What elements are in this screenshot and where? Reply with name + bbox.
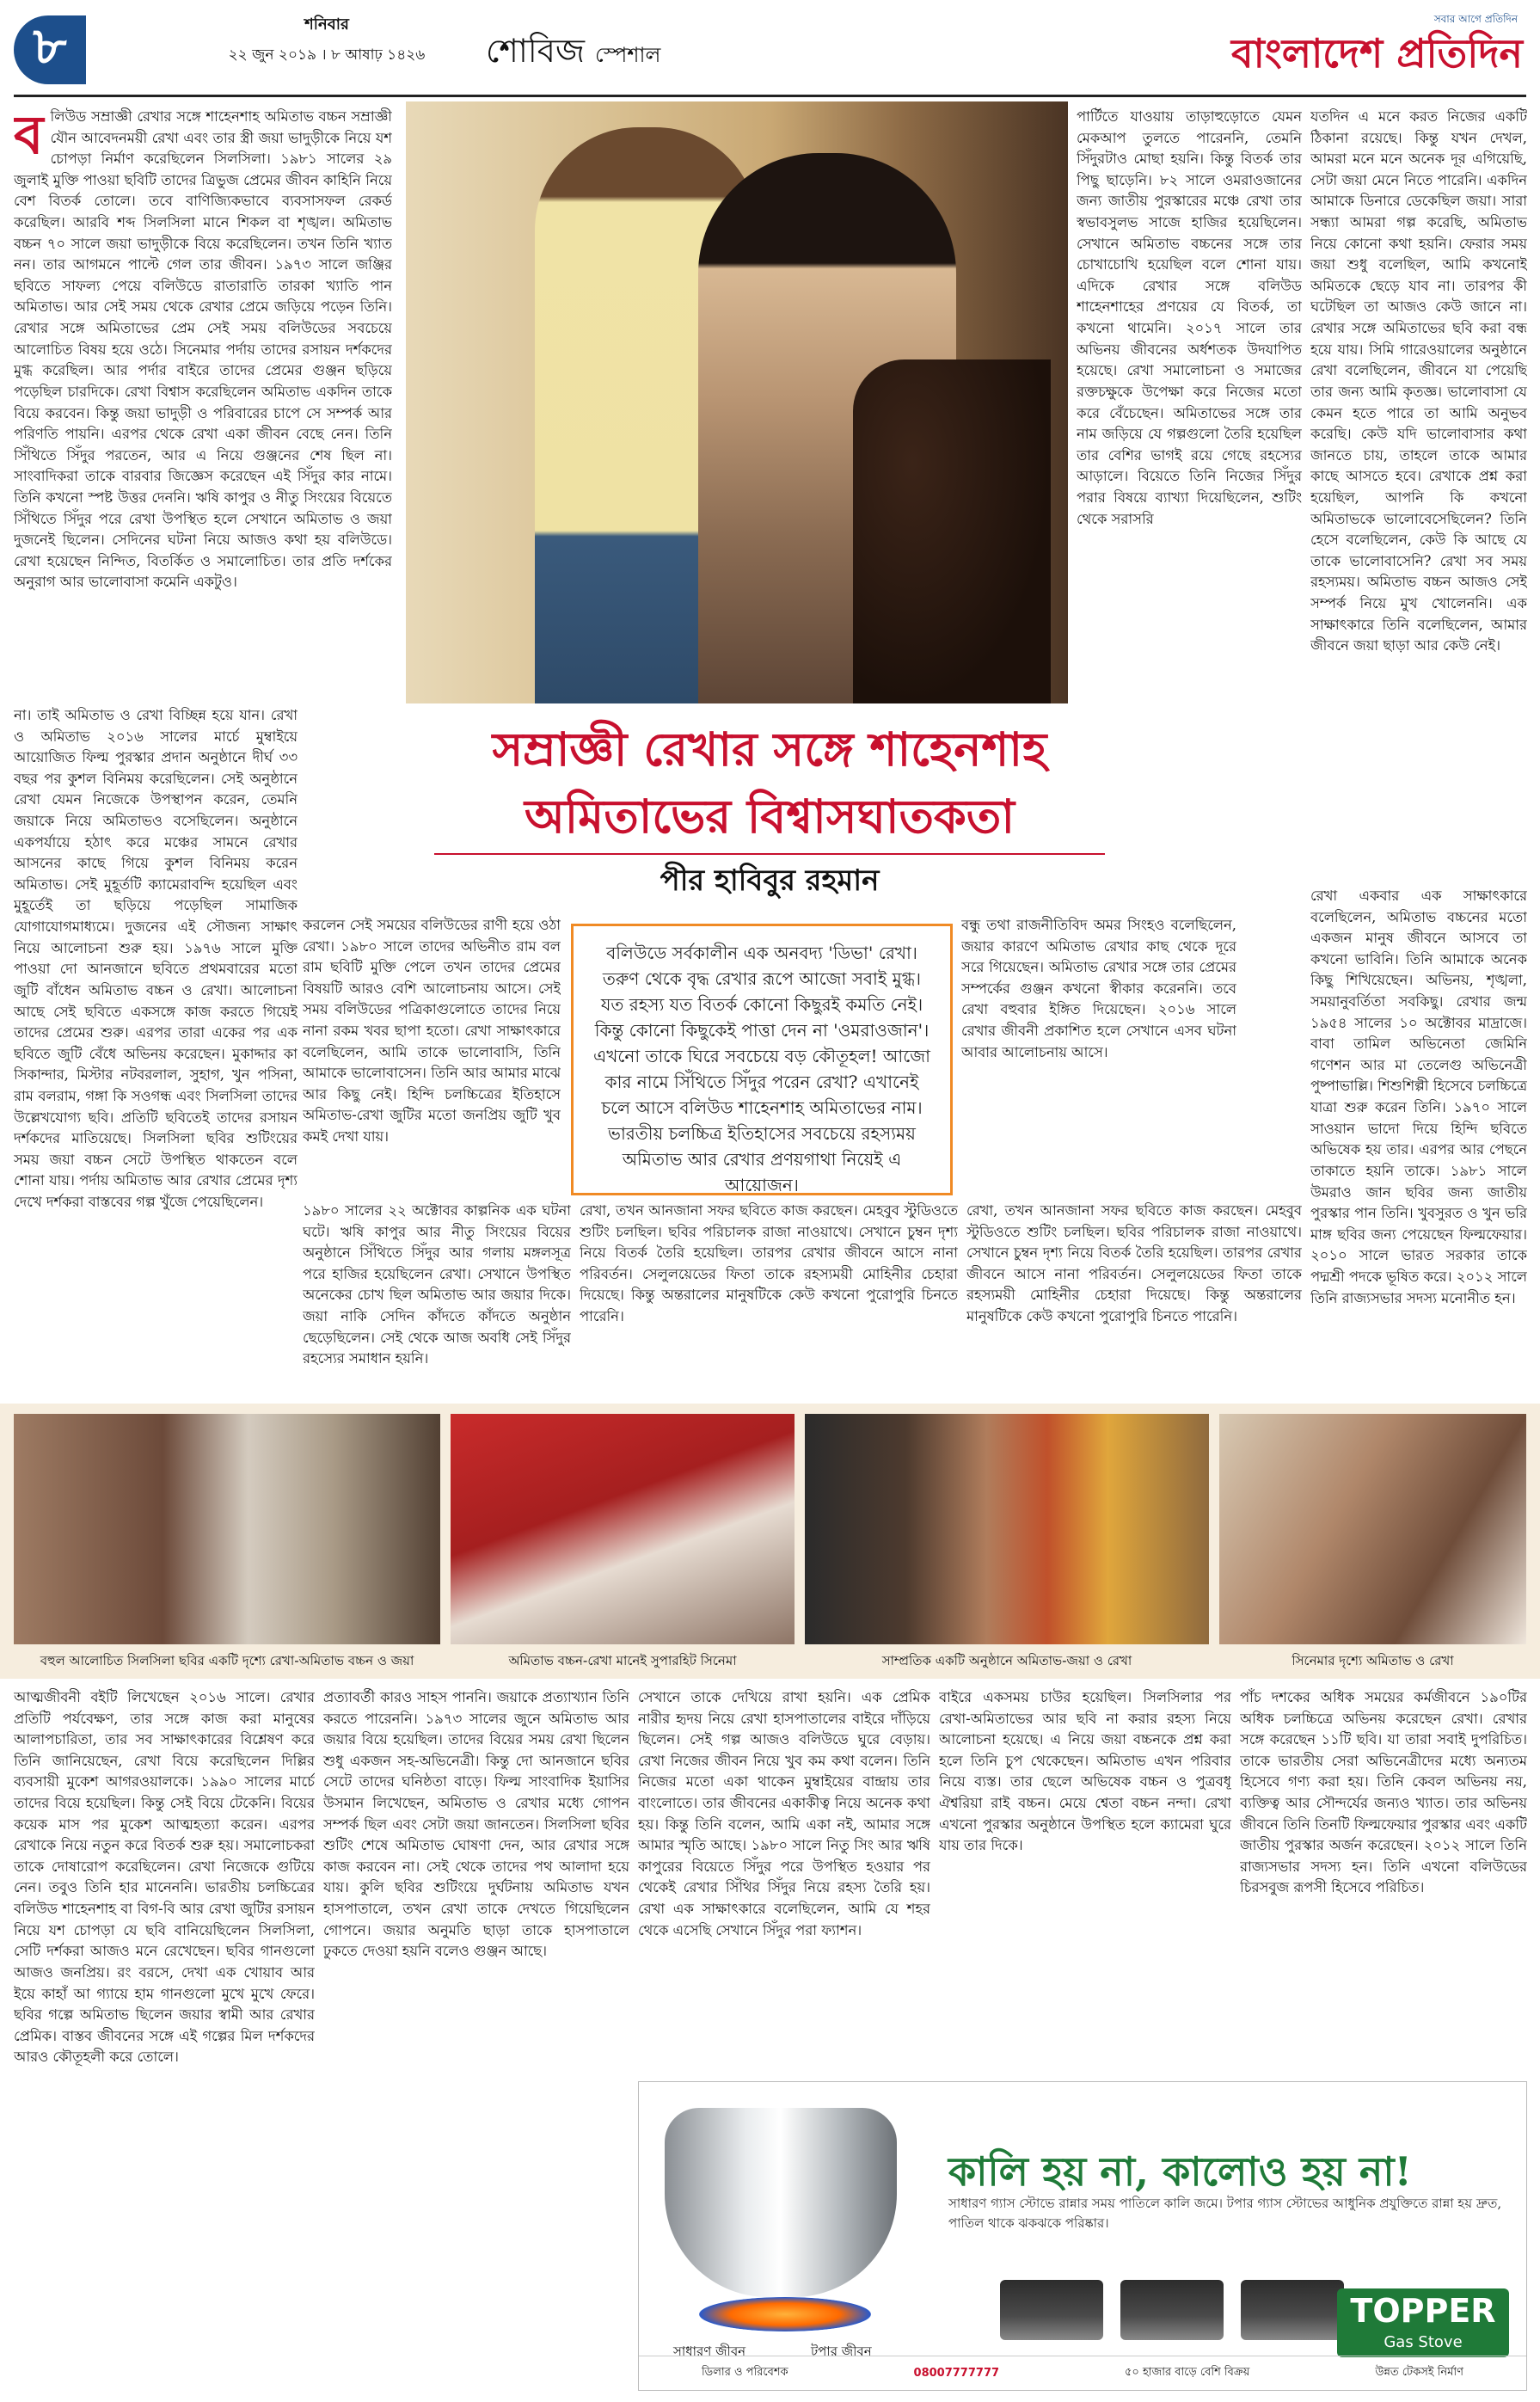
cooking-pot-image (665, 2108, 897, 2297)
article-text-4: পার্টিতে যাওয়ায় তাড়াহুড়োতে যেমন মেকআপ তুলতে পারেননি, তেমনি সিঁদুরটাও মোছা হয়নি। কিন্তু বিতর্ক তার পিছু ছাড়েনি। ৮২ সালে ওমরাওজানের জন্য জাতীয় পুরস্কারের মঞ্চে রেখা তার স্বভাবসুলভ সাজে হাজির হয়েছিলেন। সেখানে অমিতাভ বচ্চনের সঙ্গে তার চোখাচোখি হয়েছিল বলে শোনা যায়। এদিকে রেখার সঙ্গে বলিউড শাহেনশাহের প্রণয়ের যে বিতর্ক, তা কখনো থামেনি। ২০১৭ সালে তার অভিনয় জীবনের অর্ধশতক উদযাপিত হয়েছে। রেখা সমালোচনা ও সমাজের রক্তচক্ষুকে উপেক্ষা করে নিজের মতো করে বেঁচেছেন। অমিতাভের সঙ্গে তার নাম জড়িয়ে যে গল্পগুলো তৈরি হয়েছিল তার বেশির ভাগই রয়ে গেছে রহস্যের আড়ালে। বিয়েতে তিনি নিজের সিঁদুর পরার বিষয়ে ব্যাখ্যা দিয়েছিলেন, শুটিং থেকে সরাসরি (1077, 108, 1302, 527)
lower-text-d: বাইরে একসময় চাউর হয়েছিল। সিলসিলার পর রেখা-অমিতাভের আর ছবি না করার রহস্য নিয়ে আলোচনা হয়েছে। এ নিয়ে জয়া বচ্চনকে প্রশ্ন করা হলে তিনি চুপ থেকেছেন। অমিতাভ এখন পরিবার নিয়ে ব্যস্ত। তার ছেলে অভিষেক বচ্চন ও পুত্রবধূ ঐশ্বরিয়া রাই বচ্চন। মেয়ে শ্বেতা বচ্চন নন্দা। রেখা এখনো পুরস্কার অনুষ্ঠানে উপস্থিত হলে ক্যামেরা ঘুরে যায় তার দিকে। (939, 1689, 1231, 1854)
date-line: ২২ জুন ২০১৯ । ৮ আষাঢ় ১৪২৬ (228, 46, 426, 64)
lower-text-c: সেখানে তাকে দেখিয়ে রাখা হয়নি। এক প্রেমিক নারীর হৃদয় নিয়ে রেখা হাসপাতালের বাইরে দাঁড়িয়ে ছিলেন। সেই গল্প আজও বলিউডে ঘুরে বেড়ায়। রেখা নিজের জীবন নিয়ে খুব কম কথা বলেন। তিনি নিজের মতো একা থাকেন মুম্বাইয়ের বান্দ্রায় তার বাংলোতে। তার জীবনের একাকীত্ব নিয়ে অনেক কথা হয়। কিন্তু তিনি বলেন, আমি একা নই, আমার সঙ্গে আমার স্মৃতি আছে। ১৯৮০ সালে নিতু সিং আর ঋষি কাপুরের বিয়েতে সিঁদুর পরে উপস্থিত হওয়ার পর থেকেই রেখার সিঁথির সিঁদুর নিয়ে রহস্য তৈরি হয়। রেখা এক সাক্ষাৎকারে বলেছিলেন, আমি যে শহর থেকে এসেছি সেখানে সিঁদুর পরা ফ্যাশন। (638, 1689, 930, 1938)
headline-line-2: অমিতাভের বিশ্বাসঘাতকতা (525, 789, 1015, 844)
topper-brand-logo (1337, 2288, 1509, 2357)
headline-box (303, 709, 1236, 908)
logo-text: বাংলাদেশ প্রতিদিন (1230, 30, 1523, 77)
photo-caption-3: সাম্প্রতিক একটি অনুষ্ঠানে অমিতাভ-জয়া ও রেখা (881, 1653, 1132, 1668)
article-column-5 (1310, 107, 1527, 881)
ad-label-normal: সাধারণ জীবন (673, 2344, 746, 2359)
ad-hotline[interactable]: 08007777777 (913, 2367, 1000, 2380)
article-column-1-cont (14, 705, 298, 1402)
lower-column-d (939, 1687, 1231, 2074)
flame-icon (699, 2297, 871, 2331)
lower-text-a: আত্মজীবনী বইটি লিখেছেন ২০১৬ সালে। রেখার প্রতিটি পর্যবেক্ষণ, তার সঙ্গে কাজ করা মানুষের আলাপচারিতা, তার সব সাক্ষাৎকারের বিশ্লেষণ করে তিনি জানিয়েছেন, রেখা বিয়ে করেছিলেন দিল্লির ব্যবসায়ী মুকেশ আগরওয়ালকে। ১৯৯০ সালের মার্চে তাদের বিয়ে হয়েছিল। কিন্তু সেই বিয়ে টেকেনি। বিয়ের কয়েক মাস পর মুকেশ আত্মহত্যা করেন। এরপর রেখাকে নিয়ে নতুন করে বিতর্ক শুরু হয়। সমালোচকরা তাকে দোষারোপ করেছিলেন। রেখা নিজেকে গুটিয়ে নেন। তবুও তিনি হার মানেননি। ভারতীয় চলচ্চিত্রের বলিউড শাহেনশাহ বা বিগ-বি আর রেখা জুটির রসায়ন নিয়ে যশ চোপড়া যে ছবি বানিয়েছিলেন সিলসিলা, সেটি দর্শকরা আজও মনে রেখেছেন। ছবির গানগুলো আজও জনপ্রিয়। রং বরসে, দেখা এক খোয়াব আর ইয়ে কাহাঁ আ গ্যায়ে হাম গানগুলো মুখে মুখে ফেরে। ছবির গল্পে অমিতাভ ছিলেন জয়ার স্বামী আর রেখার প্রেমিক। বাস্তব জীবনের সঙ্গে এই গল্পের মিল দর্শকদের আরও কৌতূহলী করে তোলে। (14, 1689, 315, 2066)
logo-tagline: সবার আগে প্রতিদিন (1433, 13, 1518, 25)
article-text-5: যতদিন এ মনে করত নিজের একটি ঠিকানা রয়েছে। কিন্তু যখন দেখল, আমরা মনে মনে অনেক দূর এগিয়েছি, সেটা জয়া মেনে নিতে পারেনি। একদিন আমাকে ডিনারে ডেকেছিল জয়া। সারা সন্ধ্যা আমরা গল্প করেছি, অমিতাভ নিয়ে কোনো কথা হয়নি। ফেরার সময় জয়া শুধু বলেছিল, আমি কখনোই অমিতকে ছেড়ে যাব না। তারপর কী ঘটেছিল তা আজও কেউ জানে না। রেখার সঙ্গে অমিতাভের ছবি করা বন্ধ হয়ে যায়। সিমি গারেওয়ালের অনুষ্ঠানে রেখা বলেছিলেন, জীবনে যা পেয়েছি তার জন্য আমি কৃতজ্ঞ। ভালোবাসা যে কেমন হতে পারে তা আমি অনুভব করেছি। কেউ যদি ভালোবাসার কথা জানতে চায়, তাহলে তাকে আমার কাছে আসতে হবে। রেখাকে প্রশ্ন করা হয়েছিল, আপনি কি কখনো অমিতাভকে ভালোবেসেছিলেন? তিনি হেসে বলেছিলেন, কেউ কি আছে যে তাকে ভালোবাসেনি? রেখা সব সময় রহস্যময়। অমিতাভ বচ্চন আজও সেই সম্পর্ক নিয়ে মুখ খোলেননি। এক সাক্ষাৎকারে তিনি বলেছিলেন, আমার জীবনে জয়া ছাড়া আর কেউ নেই। (1310, 108, 1527, 654)
newspaper-logo[interactable] (1162, 12, 1523, 81)
article-column-3b (580, 1201, 958, 1398)
page-header (0, 0, 1540, 95)
pull-quote: বলিউডে সর্বকালীন এক অনবদ্য 'ডিভা' রেখা। তরুণ থেকে বৃদ্ধ রেখার রূপে আজো সবাই মুগ্ধ। যত রহস্য যত বিতর্ক কোনো কিছুরই কমতি নেই। কিন্তু কোনো কিছুকেই পাত্তা দেন না 'ওমরাওজান'। এখনো তাকে ঘিরে সবচেয়ে বড় কৌতূহল! আজো কার নামে সিঁথিতে সিঁদুর পরেন রেখা? এখানেই চলে আসে বলিউড শাহেনশাহ অমিতাভের নাম। ভারতীয় চলচ্চিত্র ইতিহাসের সবচেয়ে রহস্যময় অমিতাভ আর রেখার প্রণয়গাথা নিয়েই এ আয়োজন। (571, 924, 953, 1195)
article-text-1: লিউড সম্রাজ্ঞী রেখার সঙ্গে শাহেনশাহ অমিতাভ বচ্চন সম্রাজ্ঞী যৌন আবেদনময়ী রেখা এবং তার স্ত্রী জয়া ভাদুড়ীকে নিয়ে যশ চোপড়া নির্মাণ করেছিলেন সিলসিলা। ১৯৮১ সালের ২৯ জুলাই মুক্তি পাওয়া ছবিটি তাদের ত্রিভুজ প্রেমের জীবন কাহিনি নিয়ে বেশ বিতর্ক তোলে। তবে বাণিজ্যিকভাবে ব্যবসাসফল রেকর্ড করেছিল। আরবি শব্দ সিলসিলা মানে শিকল বা শৃঙ্খল। অমিতাভ বচ্চন ৭০ সালে জয়া ভাদুড়ীকে বিয়ে করেছিলেন। তখন তিনি খ্যাত নন। তার আগমনে পাল্টে গেল তার জীবন। ১৯৭৩ সালে জঞ্জির ছবিতে সাফল্য পেয়ে বলিউডে রাতারাতি তারকা খ্যাতি পান অমিতাভ। আর সেই সময় থেকে রেখার প্রেমে জড়িয়ে পড়েন তিনি। রেখার সঙ্গে অমিতাভের প্রেম সেই সময় বলিউডের সবচেয়ে আলোচিত বিষয় হয়ে ওঠে। সিনেমার পর্দায় তাদের রসায়ন দর্শকদের মুগ্ধ করেছিল। আর পর্দার বাইরে তাদের প্রেমের গুঞ্জন ছড়িয়ে পড়েছিল চারদিকে। রেখা বিশ্বাস করেছিলেন অমিতাভ একদিন তাকে বিয়ে করবেন। কিন্তু জয়া ভাদুড়ী ও পরিবারের চাপে সে সম্পর্ক আর পরিণতি পায়নি। এরপর থেকে রেখা একা জীবন বেছে নেন। তিনি সিঁথিতে সিঁদুর পরতেন, আর এ নিয়ে গুঞ্জনের শেষ ছিল না। সাংবাদিকরা তাকে বারবার জিজ্ঞেস করেছেন এই সিঁদুর কার নামে। তিনি কখনো স্পষ্ট উত্তর দেননি। ঋষি কাপুর ও নীতু সিংয়ের বিয়েতে সিঁথিতে সিঁদুর পরে রেখা উপস্থিত হলে সেখানে অমিতাভ ও জয়া দুজনেই ছিলেন। সেদিনের ঘটনা নিয়ে আজও কথা হয় বলিউডে। রেখা হয়েছেন নিন্দিত, বিতর্কিত ও সমালোচিত। তার প্রতি দর্শকের অনুরাগ আর ভালোবাসা কমেনি একটুও। (14, 108, 392, 591)
photo-recent-event (805, 1414, 1209, 1644)
ad-footer-1: ডিলার ও পরিবেশক (701, 2366, 788, 2379)
article-column-5b (1310, 886, 1527, 1398)
ad-footer-3: উন্নত টেকসই নির্মাণ (1375, 2366, 1464, 2379)
date-block (189, 12, 464, 68)
photo-film-scene (1219, 1414, 1526, 1644)
brand-name: TOPPER (1350, 2292, 1496, 2330)
gas-stove-image (1120, 2280, 1224, 2340)
section-name: শোবিজ (486, 32, 585, 70)
article-text-2b: ১৯৮০ সালের ২২ অক্টোবর কাল্পনিক এক ঘটনা ঘটে। ঋষি কাপুর আর নীতু সিংয়ের বিয়ের অনুষ্ঠানে সিঁথিতে সিঁদুর আর গলায় মঙ্গলসূত্র পরে হাজির হয়েছিলেন রেখা। সেখানে উপস্থিত অনেকের চোখ ছিল অমিতাভ আর জয়ার দিকে। জয়া নাকি সেদিন কাঁদতে কাঁদতে অনুষ্ঠান ছেড়েছিলেন। সেই থেকে আজ অবধি সেই সিঁদুর রহস্যের সমাধান হয়নি। (303, 1202, 571, 1367)
date-day: শনিবার (304, 15, 349, 34)
photo-caption-1: বহুল আলোচিত সিলসিলা ছবির একটি দৃশ্যে রেখা-অমিতাভ বচ্চন ও জয়া (40, 1653, 414, 1668)
article-text-1b: করলেন সেই সময়ের বলিউডের রাণী হয়ে ওঠা রেখা। ১৯৮০ সালে তাদের অভিনীত রাম বল রাম ছবিটি মুক্তি পেলে তখন তাদের প্রেমের বিষয়টি আরও বেশি আলোচনায় আসে। সেই সময় বলিউডের পত্রিকাগুলোতে তাদের নিয়ে নানা রকম খবর ছাপা হতো। রেখা সাক্ষাৎকারে বলেছিলেন, আমি তাকে ভালোবাসি, তিনি আমাকে ভালোবাসেন। তিনি আর আমার মাঝে আর কিছু নেই। হিন্দি চলচ্চিত্রের ইতিহাসে অমিতাভ-রেখা জুটির মতো জনপ্রিয় জুটি খুব কমই দেখা যায়। (303, 917, 561, 1146)
ad-footer (639, 2356, 1526, 2390)
header-rule (14, 95, 1526, 97)
article-column-3c (966, 1201, 1302, 1398)
lower-column-b (323, 1687, 629, 2391)
hero-photo (406, 101, 1068, 703)
byline: পীর হাবিবুর রহমান (660, 863, 880, 898)
ad-text: সাধারণ গ্যাস স্টোভে রান্নার সময় পাতিলে কালি জমে। টপার গ্যাস স্টোভের আধুনিক প্রযুক্তিতে রান্না হয় দ্রুত, পাতিল থাকে ঝকঝকে পরিষ্কার। (948, 2196, 1502, 2231)
article-column-1 (14, 107, 392, 700)
ad-label-topper: টপার জীবন (811, 2344, 872, 2359)
headline-line-1: সম্রাজ্ঞী রেখার সঙ্গে শাহেনশাহ (492, 722, 1047, 777)
section-title (486, 26, 660, 81)
gas-stove-image (1241, 2280, 1344, 2340)
topper-advertisement[interactable] (638, 2081, 1527, 2391)
photo-caption-2: অমিতাভ বচ্চন-রেখা মানেই সুপারহিট সিনেমা (508, 1653, 737, 1668)
ad-footer-2: ৫০ হাজার বাড়ে বেশি বিক্রয় (1124, 2366, 1250, 2379)
lower-text-b: প্রত্যাবর্তী কারও সাহস পাননি। জয়াকে প্রত্যাখ্যান তিনি করতে পারেননি। ১৯৭৩ সালের জুনে অমিতাভ আর জয়ার বিয়ে হয়েছিল। তাদের বিয়ের সময় রেখা ছিলেন শুধু একজন সহ-অভিনেত্রী। কিন্তু দো আনজানে ছবির সেটে তাদের ঘনিষ্ঠতা বাড়ে। ফিল্ম সাংবাদিক ইয়াসির উসমান লিখেছেন, অমিতাভ ও রেখার মধ্যে গোপন সম্পর্ক ছিল এবং সেটা জয়া জানতেন। সিলসিলা ছবির শুটিং শেষে অমিতাভ ঘোষণা দেন, আর রেখার সঙ্গে কাজ করবেন না। সেই থেকে তাদের পথ আলাদা হয়ে যায়। কুলি ছবির শুটিংয়ে দুর্ঘটনায় অমিতাভ যখন হাসপাতালে, তখন রেখা তাকে দেখতে গিয়েছিলেন গোপনে। জয়ার অনুমতি ছাড়া তাকে হাসপাতালে ঢুকতে দেওয়া হয়নি বলেও গুঞ্জন আছে। (323, 1689, 629, 1960)
article-text-5b: রেখা একবার এক সাক্ষাৎকারে বলেছিলেন, অমিতাভ বচ্চনের মতো একজন মানুষ জীবনে আসবে তা কখনো ভাবিনি। তিনি আমাকে অনেক কিছু শিখিয়েছেন। অভিনয়, শৃঙ্খলা, সময়ানুবর্তিতা সবকিছু। রেখার জন্ম ১৯৫৪ সালের ১০ অক্টোবর মাদ্রাজে। বাবা তামিল অভিনেতা জেমিনি গণেশন আর মা তেলেগু অভিনেত্রী পুষ্পাভাল্লি। শিশুশিল্পী হিসেবে চলচ্চিত্রে যাত্রা শুরু করেন তিনি। ১৯৭০ সালে সাওয়ান ভাদো দিয়ে হিন্দি ছবিতে অভিষেক হয় তার। এরপর আর পেছনে তাকাতে হয়নি তাকে। ১৯৮১ সালে উমরাও জান ছবির জন্য জাতীয় পুরস্কার পান তিনি। খুবসুরত ও খুন ভরি মাঙ্গ ছবির জন্য পেয়েছেন ফিল্মফেয়ার। ২০১০ সালে ভারত সরকার তাকে পদ্মশ্রী পদকে ভূষিত করে। ২০১২ সালে তিনি রাজ্যসভার সদস্য মনোনীত হন। (1310, 888, 1527, 1306)
lower-column-e (1240, 1687, 1527, 2074)
gas-stove-image (1000, 2280, 1103, 2340)
drop-cap: ব (14, 107, 44, 166)
article-text-3c: রেখা, তখন আনজানা সফর ছবিতে কাজ করছেন। মেহবুব স্টুডিওতে শুটিং চলছিল। ছবির পরিচালক রাজা নাওয়াথে। সেখানে চুম্বন দৃশ্য নিয়ে বিতর্ক তৈরি হয়েছিল। তারপর রেখার জীবনে আসে নানা পরিবর্তন। সেলুলয়েডের ফিতা তাকে রহস্যময়ী মোহিনীর চেহারা দিয়েছে। কিন্তু অন্তরালের মানুষটিকে কেউ কখনো পুরোপুরি চিনতে পারেনি। (966, 1202, 1302, 1325)
photo-caption-4: সিনেমার দৃশ্যে অমিতাভ ও রেখা (1292, 1653, 1454, 1668)
photo-strip (0, 1404, 1540, 1679)
article-text-2: না। তাই অমিতাভ ও রেখা বিচ্ছিন্ন হয়ে যান। রেখা ও অমিতাভ ২০১৬ সালের মার্চে মুম্বাইয়ে আয়োজিত ফিল্ম পুরস্কার প্রদান অনুষ্ঠানে দীর্ঘ ৩৩ বছর পর কুশল বিনিময় করেছিলেন। সেই অনুষ্ঠানে রেখা যেমন নিজেকে উপস্থাপন করেন, তেমনি জয়াকে নিয়ে অমিতাভও বসেছিলেন। অনুষ্ঠানে একপর্যায়ে হঠাৎ করে মঞ্চের সামনে রেখার আসনের কাছে গিয়ে কুশল বিনিময় করেন অমিতাভ। সেই মুহূর্তটি ক্যামেরাবন্দি হয়েছিল এবং মুহূর্তেই তা ছড়িয়ে পড়েছিল সামাজিক যোগাযোগমাধ্যমে। দুজনের এই সৌজন্য সাক্ষাৎ নিয়ে আলোচনা শুরু হয়। ১৯৭৬ সালে মুক্তি পাওয়া দো আনজানে ছবিতে প্রথমবারের মতো জুটি বাঁধেন অমিতাভ বচ্চন ও রেখা। আলোচনা আছে সেই ছবিতে একসঙ্গে কাজ করতে গিয়েই তাদের প্রেমের শুরু। এরপর তারা একের পর এক ছবিতে জুটি বেঁধে অভিনয় করেছেন। মুকাদ্দার কা সিকান্দার, মিস্টার নটবরলাল, সুহাগ, খুন পসিনা, রাম বলরাম, গঙ্গা কি সওগন্ধ এবং সিলসিলা তাদের উল্লেখযোগ্য ছবি। প্রতিটি ছবিতেই তাদের রসায়ন দর্শকদের মাতিয়েছে। সিলসিলা ছবির শুটিংয়ের সময় জয়া বচ্চন সেটে উপস্থিত থাকতেন বলে শোনা যায়। পর্দায় অমিতাভ আর রেখার প্রেমের দৃশ্য দেখে দর্শকরা বাস্তবের গল্প খুঁজে পেয়েছিলেন। (14, 707, 298, 1211)
article-column-2b (303, 1201, 571, 1398)
hero-photo-fur-coat (853, 359, 1051, 703)
ad-headline: কালি হয় না, কালোও হয় না! (948, 2148, 1412, 2195)
article-column-4 (1077, 107, 1302, 700)
article-text-4b: বন্ধু তথা রাজনীতিবিদ অমর সিংহও বলেছিলেন, জয়ার কারণে অমিতাভ রেখার কাছ থেকে দূরে সরে গিয়েছেন। অমিতাভ রেখার সঙ্গে তার প্রেমের সম্পর্কের গুঞ্জন কখনো স্বীকার করেননি। তবে রেখা বহুবার ইঙ্গিত দিয়েছেন। ২০১৬ সালে রেখার জীবনী প্রকাশিত হলে সেখানে এসব ঘটনা আবার আলোচনায় আসে। (961, 917, 1236, 1060)
lower-column-c (638, 1687, 930, 2074)
lower-column-a (14, 1687, 315, 2391)
article-text-3b: রেখা, তখন আনজানা সফর ছবিতে কাজ করছেন। মেহবুব স্টুডিওতে শুটিং চলছিল। ছবির পরিচালক রাজা নাওয়াথে। সেখানে চুম্বন দৃশ্য নিয়ে বিতর্ক তৈরি হয়েছিল। তারপর রেখার জীবনে আসে নানা পরিবর্তন। সেলুলয়েডের ফিতা তাকে রহস্যময়ী মোহিনীর চেহারা দিয়েছে। কিন্তু অন্তরালের মানুষটিকে কেউ কখনো পুরোপুরি চিনতে পারেনি। (580, 1202, 958, 1325)
brand-sub: Gas Stove (1384, 2333, 1463, 2351)
section-sub: স্পেশাল (595, 43, 661, 67)
page-number: ৮ (14, 15, 86, 84)
lower-text-e: পাঁচ দশকের অধিক সময়ের কর্মজীবনে ১৯০টির অধিক চলচ্চিত্রে অভিনয় করেছেন রেখা। রেখার সঙ্গে করেছেন ১১টি ছবি। যা তারা সবাই দুপরিচিত। তাকে ভারতীয় সেরা অভিনেত্রীদের মধ্যে অন্যতম হিসেবে গণ্য করা হয়। তিনি কেবল অভিনয় নয়, ব্যক্তিত্ব আর সৌন্দর্যের জন্যও খ্যাত। তার অভিনয় জীবনে তিনি তিনটি ফিল্মফেয়ার পুরস্কার এবং একটি জাতীয় পুরস্কার অর্জন করেছেন। ২০১২ সালে তিনি রাজ্যসভার সদস্য হন। তিনি এখনো বলিউডের চিরসবুজ রূপসী হিসেবে পরিচিত। (1240, 1689, 1527, 1896)
article-column-4b (961, 915, 1236, 1190)
headline-rule (434, 853, 1105, 855)
photo-silsila-scene (14, 1414, 440, 1644)
photo-amitabh-rekha (451, 1414, 795, 1644)
